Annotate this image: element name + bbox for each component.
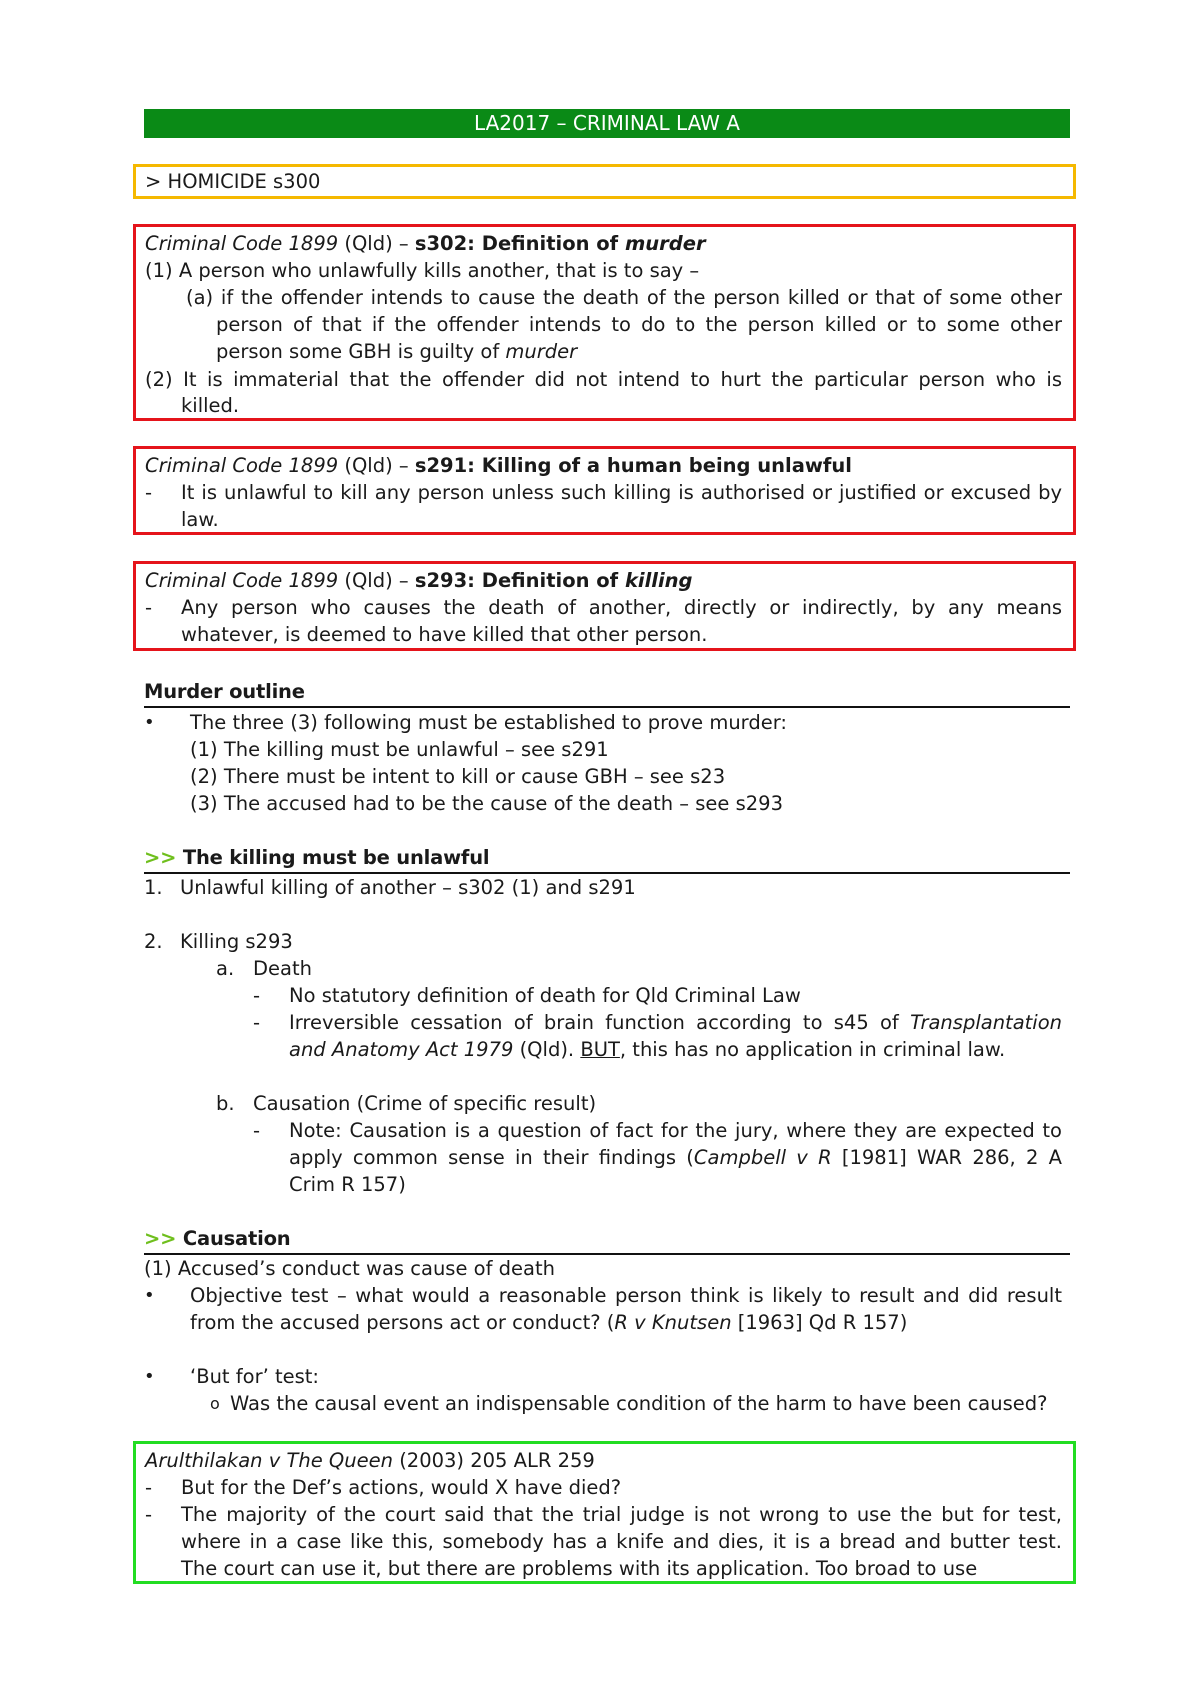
arulthilakan-dash-2: - [145, 1503, 153, 1526]
s291-line-1: It is unlawful to kill any person unless such killing is authorised or justified or excused by [181, 481, 1062, 504]
s302-line-4-term: murder [505, 340, 578, 363]
s293-juris: (Qld) – [338, 569, 415, 592]
death-point-2-text: Irreversible cessation of brain function according to s45 of [289, 1011, 911, 1034]
outline-item-3: (3) The accused had to be the cause of the death – see s293 [190, 792, 783, 815]
arulthilakan-line-4: The court can use it, but there are problems with its application. Too broad to use [181, 1557, 978, 1580]
s291-heading [145, 452, 852, 479]
s302-line-6: killed. [181, 394, 240, 417]
s291-line-2: law. [181, 508, 219, 531]
death-label: Death [253, 957, 312, 980]
s291-dash: - [145, 481, 153, 504]
outline-item-2: (2) There must be intent to kill or cause GBH – see s23 [190, 765, 726, 788]
causation-dash: - [253, 1119, 261, 1142]
death-point-2 [289, 1009, 1062, 1036]
s302-line-4-text: person some GBH is guilty of [216, 340, 506, 363]
objective-test-2 [190, 1309, 907, 1336]
death-letter: a. [216, 957, 235, 980]
s302-line-3: person of that if the offender intends to do to the person killed or to some other [216, 313, 1062, 336]
outline-bullet: • [144, 712, 155, 733]
death-point-1: No statutory definition of death for Qld Criminal Law [289, 984, 801, 1007]
s302-section: s302: Definition of [414, 232, 625, 255]
unlawful-heading-text: The killing must be unlawful [176, 846, 490, 869]
s302-line-4 [216, 338, 577, 365]
outline-heading: Murder outline [144, 680, 305, 703]
causation-note-2-cite: [1981] WAR 286, 2 A [831, 1146, 1062, 1169]
unlawful-num-1: 1. [144, 876, 163, 899]
death-point-2-rest: , this has no application in criminal law. [619, 1038, 1006, 1061]
s302-section-term: murder [624, 232, 706, 255]
arulthilakan-line-2: The majority of the court said that the trial judge is not wrong to use the but for test, [181, 1503, 1062, 1526]
outline-item-1: (1) The killing must be unlawful – see s291 [190, 738, 609, 761]
objective-test-2-text: from the accused persons act or conduct? ( [190, 1311, 615, 1334]
s293-line-1: Any person who causes the death of another, directly or indirectly, by any means [181, 596, 1062, 619]
s302-heading [145, 230, 706, 257]
s291-section: s291: Killing of a human being unlawful [414, 454, 852, 477]
arulthilakan-case: Arulthilakan v The Queen [145, 1449, 393, 1472]
s293-heading [145, 567, 692, 594]
butfor-label: ‘But for’ test: [190, 1365, 320, 1388]
causation-letter: b. [216, 1092, 235, 1115]
death-point-2-act-cont: and Anatomy Act 1979 [289, 1038, 514, 1061]
arulthilakan-cite: (2003) 205 ALR 259 [393, 1449, 595, 1472]
causation-intro: (1) Accused’s conduct was cause of death [144, 1257, 555, 1280]
s293-section-term: killing [624, 569, 693, 592]
causation-note-1: Note: Causation is a question of fact for the jury, where they are expected to [289, 1119, 1062, 1142]
arulthilakan-line-1: But for the Def’s actions, would X have died? [181, 1476, 622, 1499]
unlawful-arrow: >> [144, 846, 177, 869]
outline-intro: The three (3) following must be established to prove murder: [190, 711, 787, 734]
outline-rule [144, 706, 1070, 708]
death-point-2-cont [289, 1036, 1005, 1063]
causation-note-3: Crim R 157) [289, 1173, 406, 1196]
causation-heading-text: Causation [176, 1227, 291, 1250]
causation-heading [144, 1225, 290, 1252]
arulthilakan-dash-1: - [145, 1476, 153, 1499]
objective-test-2-case: R v Knutsen [614, 1311, 732, 1334]
s293-line-2: whatever, is deemed to have killed that other person. [181, 623, 708, 646]
objective-test-1: Objective test – what would a reasonable person think is likely to result and did result [190, 1284, 1062, 1307]
butfor-question: Was the causal event an indispensable condition of the harm to have been caused? [230, 1392, 1048, 1415]
unlawful-num-2: 2. [144, 930, 163, 953]
s302-line-2: (a) if the offender intends to cause the death of the person killed or that of some other [186, 286, 1062, 309]
butfor-sub-bullet: o [210, 1394, 220, 1413]
unlawful-item-2: Killing s293 [180, 930, 293, 953]
arulthilakan-line-3: where in a case like this, somebody has a knife and dies, it is a bread and butter test. [181, 1530, 1062, 1553]
causation-label: Causation (Crime of specific result) [253, 1092, 597, 1115]
s302-line-5: (2) It is immaterial that the offender did not intend to hurt the particular person who is [145, 368, 1062, 391]
document-title: LA2017 – CRIMINAL LAW A [144, 109, 1070, 138]
death-dash-2: - [253, 1011, 261, 1034]
death-dash-1: - [253, 984, 261, 1007]
causation-note-2 [289, 1144, 1062, 1171]
s293-section: s293: Definition of [414, 569, 625, 592]
causation-note-2-case: Campbell v R [693, 1146, 832, 1169]
death-point-2-act: Transplantation [910, 1011, 1062, 1034]
s291-juris: (Qld) – [338, 454, 415, 477]
objective-bullet: • [144, 1285, 155, 1306]
butfor-bullet: • [144, 1366, 155, 1387]
s293-act: Criminal Code 1899 [145, 569, 339, 592]
topic-label: > HOMICIDE s300 [145, 170, 321, 193]
s293-dash: - [145, 596, 153, 619]
s291-act: Criminal Code 1899 [145, 454, 339, 477]
s302-line-1: (1) A person who unlawfully kills another, that is to say – [145, 259, 700, 282]
causation-note-2-text: apply common sense in their findings ( [289, 1146, 694, 1169]
s302-juris: (Qld) – [338, 232, 415, 255]
unlawful-item-1: Unlawful killing of another – s302 (1) and s291 [180, 876, 636, 899]
arulthilakan-heading [145, 1447, 595, 1474]
death-point-2-juris: (Qld). [513, 1038, 581, 1061]
death-point-2-but: BUT [580, 1038, 620, 1061]
objective-test-2-cite: [1963] Qd R 157) [731, 1311, 908, 1334]
unlawful-heading [144, 844, 489, 871]
s302-act: Criminal Code 1899 [145, 232, 339, 255]
causation-arrow: >> [144, 1227, 177, 1250]
